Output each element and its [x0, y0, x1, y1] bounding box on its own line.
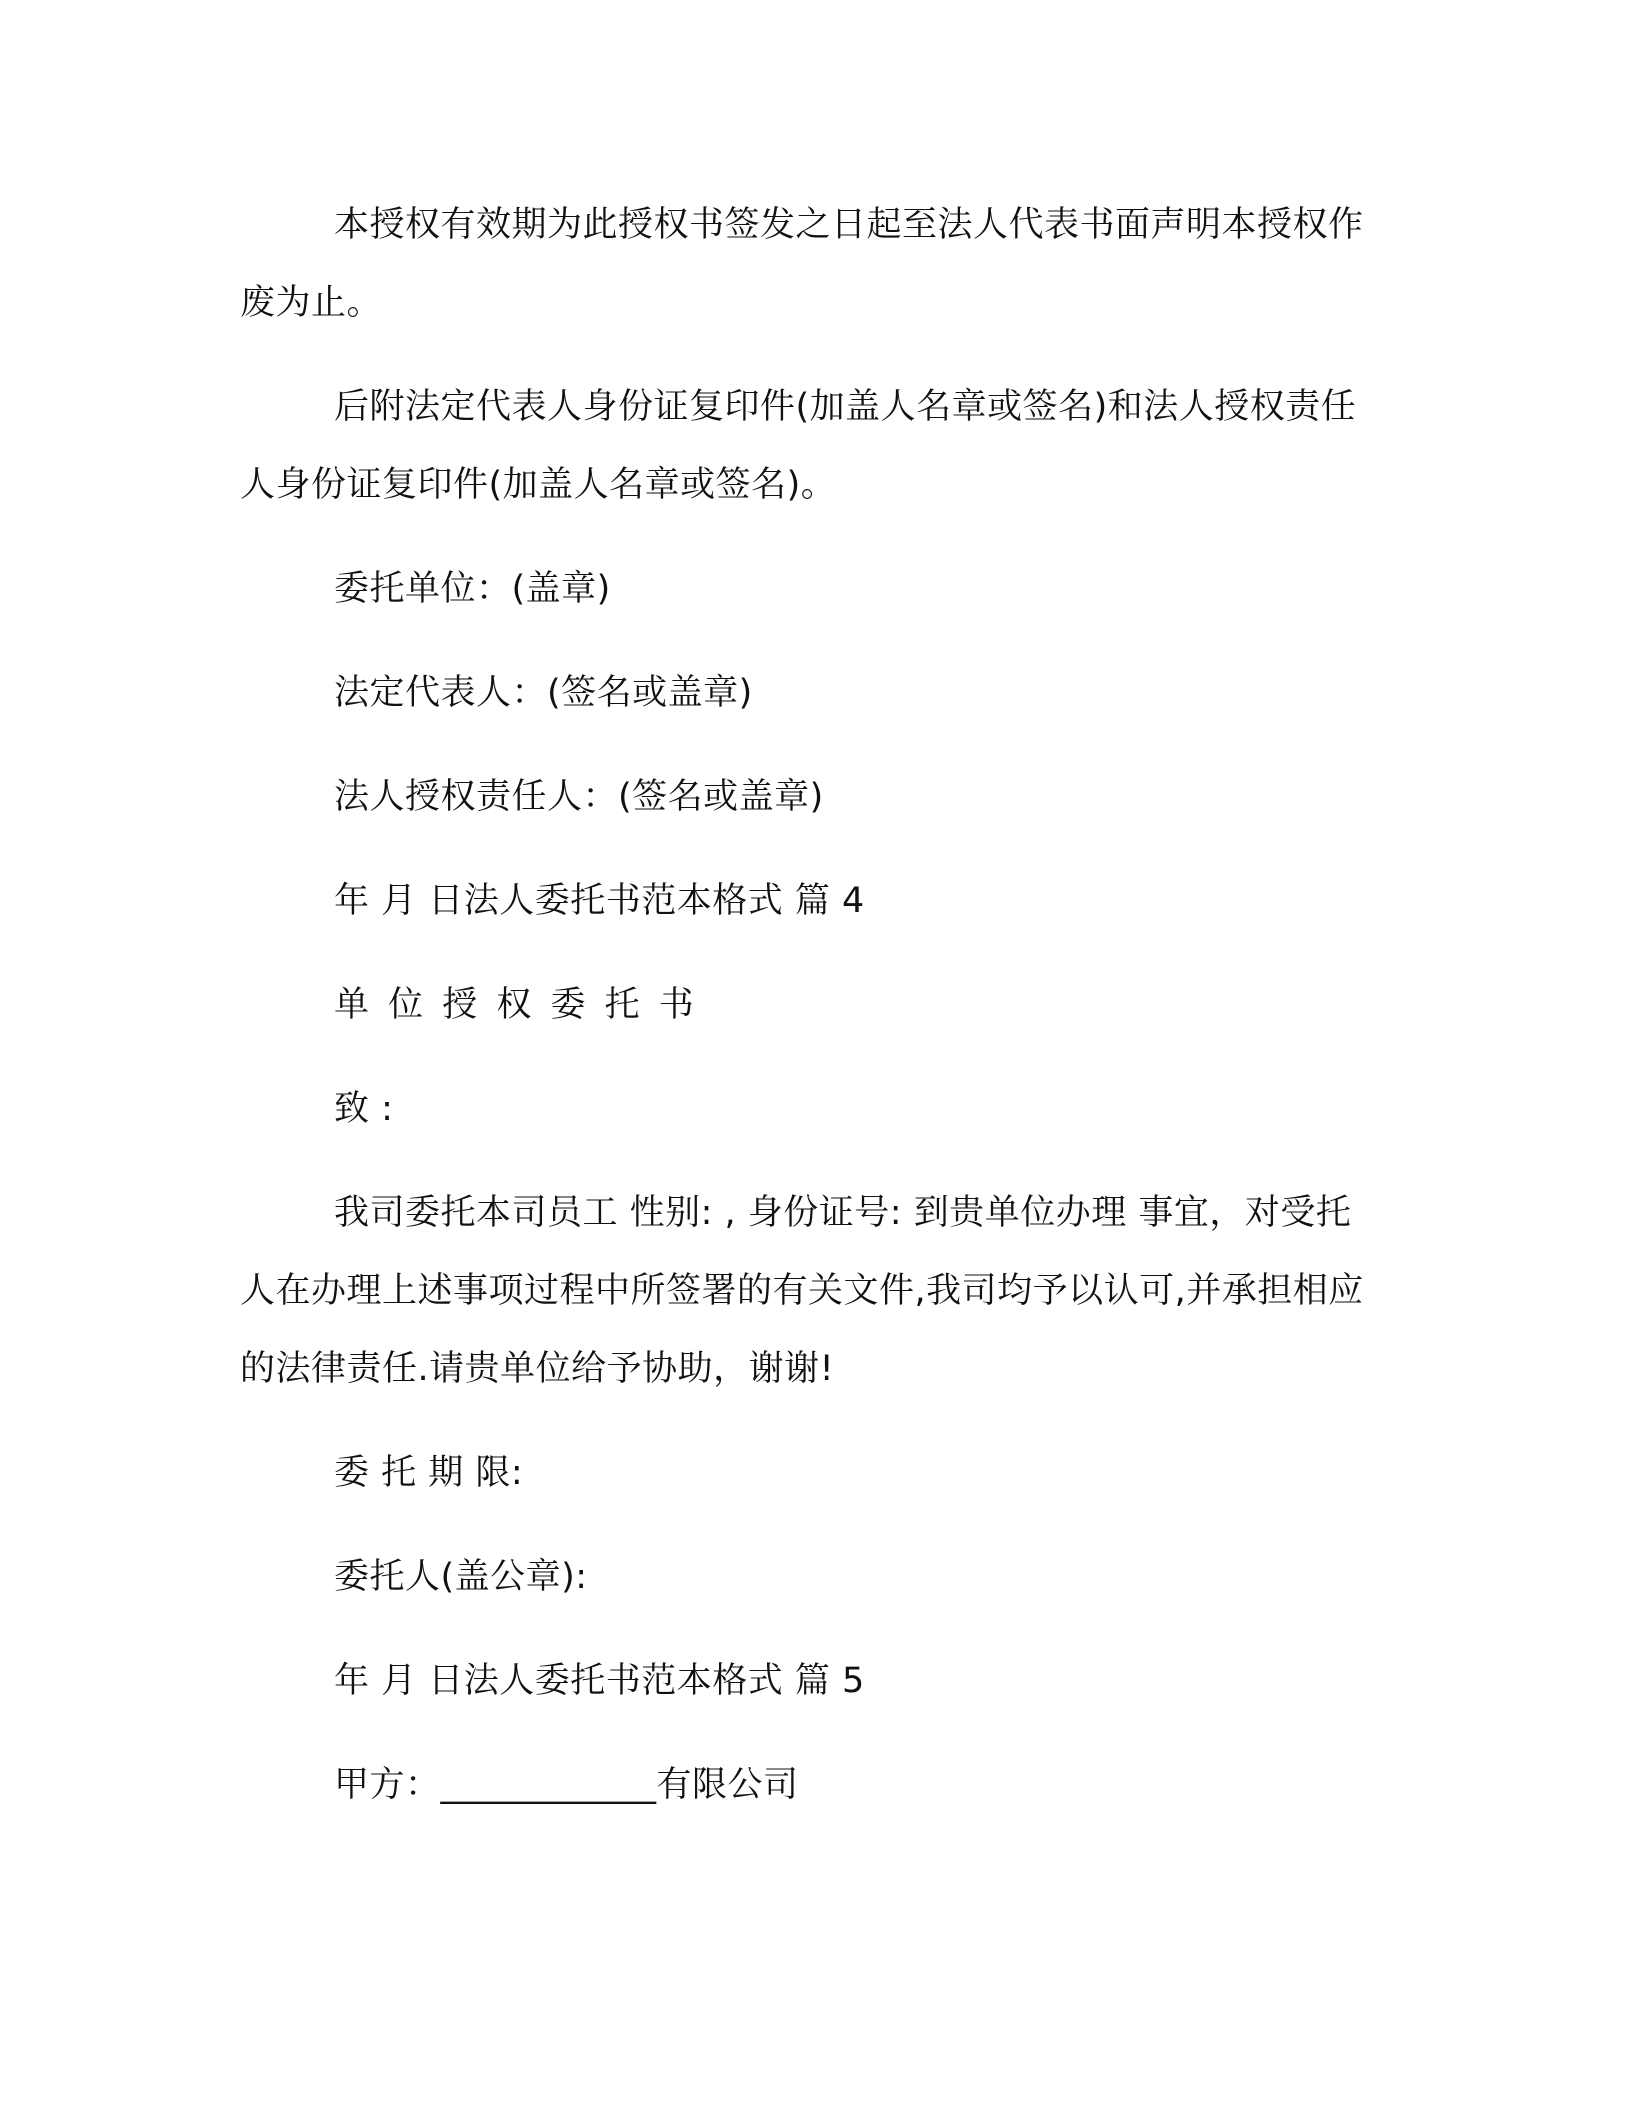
salutation: 致 :: [334, 1089, 394, 1129]
paragraph-legal-representative: 法定代表人：(签名或盖章): [334, 673, 753, 713]
paragraph-authorized-person: 法人授权责任人：(签名或盖章): [334, 777, 824, 817]
document-body: [240, 186, 1386, 1824]
paragraph-principal-seal: 委托人(盖公章):: [334, 1557, 588, 1597]
paragraph-validity: 本授权有效期为此授权书签发之日起至法人代表书面声明本授权作废为止。: [240, 205, 1364, 323]
section-heading-4: 年 月 日法人委托书范本格式 篇 4: [334, 881, 865, 921]
paragraph-attachments: 后附法定代表人身份证复印件(加盖人名章或签名)和法人授权责任人身份证复印件(加盖人名章或签名)。: [240, 387, 1357, 505]
paragraph-term: 委 托 期 限:: [334, 1453, 524, 1493]
paragraph-authorization-body: 我司委托本司员工 性别: , 身份证号: 到贵单位办理 事宜，对受托人在办理上述事项过程中所签署的有关文件,我司均予以认可,并承担相应的法律责任.请贵单位给予协助，谢谢!: [240, 1193, 1364, 1389]
section-heading-5: 年 月 日法人委托书范本格式 篇 5: [334, 1661, 865, 1701]
paragraph-entrusting-unit: 委托单位：(盖章): [334, 569, 611, 609]
letter-title: 单 位 授 权 委 托 书: [334, 985, 698, 1025]
paragraph-party-a: 甲方：____________有限公司: [334, 1765, 799, 1805]
